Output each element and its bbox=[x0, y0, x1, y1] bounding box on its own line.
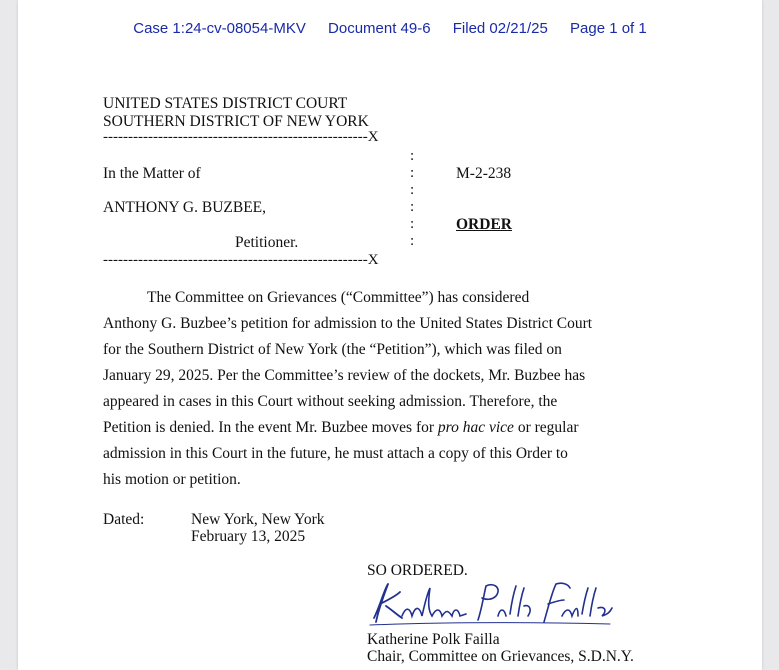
signer-name: Katherine Polk Failla bbox=[367, 631, 500, 648]
caption-colon: : bbox=[410, 182, 415, 198]
caption-rule-top: -----------------------------------------------------X bbox=[103, 129, 379, 145]
body-text: or regular bbox=[513, 419, 579, 436]
document-page bbox=[18, 0, 762, 670]
body-text: Petition is denied. In the event Mr. Buzbee moves for bbox=[103, 419, 438, 436]
caption-colon: : bbox=[410, 148, 415, 164]
body-line: January 29, 2025. Per the Committee’s review of the dockets, Mr. Buzbee has bbox=[103, 367, 586, 384]
dated-date: February 13, 2025 bbox=[191, 528, 306, 545]
caption-matter: In the Matter of bbox=[103, 165, 201, 182]
caption-rule-bottom: -----------------------------------------------------X bbox=[103, 252, 379, 268]
dated-place: New York, New York bbox=[191, 511, 325, 528]
court-name-line2: SOUTHERN DISTRICT OF NEW YORK bbox=[103, 113, 369, 130]
case-number-header: Case 1:24-cv-08054-MKV bbox=[133, 20, 306, 37]
order-title: ORDER bbox=[456, 216, 512, 233]
body-line: The Committee on Grievances (“Committee”) has considered bbox=[147, 289, 530, 306]
body-line bbox=[103, 415, 683, 441]
case-number: M-2-238 bbox=[456, 165, 512, 182]
body-line: for the Southern District of New York (the “Petition”), which was filed on bbox=[103, 341, 562, 358]
pro-hac-vice: pro hac vice bbox=[437, 419, 514, 436]
signer-title: Chair, Committee on Grievances, S.D.N.Y. bbox=[367, 648, 634, 665]
body-line: Anthony G. Buzbee’s petition for admission to the United States District Court bbox=[103, 315, 593, 332]
filing-header bbox=[18, 20, 762, 37]
filed-date-header: Filed 02/21/25 bbox=[452, 20, 548, 37]
order-body bbox=[103, 285, 683, 493]
caption-colon: : bbox=[410, 216, 415, 232]
caption-role: Petitioner. bbox=[235, 234, 299, 251]
body-line: admission in this Court in the future, he must attach a copy of this Order to bbox=[103, 445, 568, 462]
caption-colon: : bbox=[410, 199, 415, 215]
handwritten-signature bbox=[366, 578, 616, 628]
body-line: appeared in cases in this Court without seeking admission. Therefore, the bbox=[103, 393, 558, 410]
caption-colon: : bbox=[410, 233, 415, 249]
body-line: his motion or petition. bbox=[103, 471, 241, 488]
court-name-line1: UNITED STATES DISTRICT COURT bbox=[103, 95, 348, 112]
page-count-header: Page 1 of 1 bbox=[570, 20, 647, 37]
dated-label: Dated: bbox=[103, 511, 145, 528]
document-number-header: Document 49-6 bbox=[328, 20, 431, 37]
caption-colon: : bbox=[410, 165, 415, 181]
so-ordered: SO ORDERED. bbox=[367, 562, 468, 579]
caption-party: ANTHONY G. BUZBEE, bbox=[103, 199, 267, 216]
